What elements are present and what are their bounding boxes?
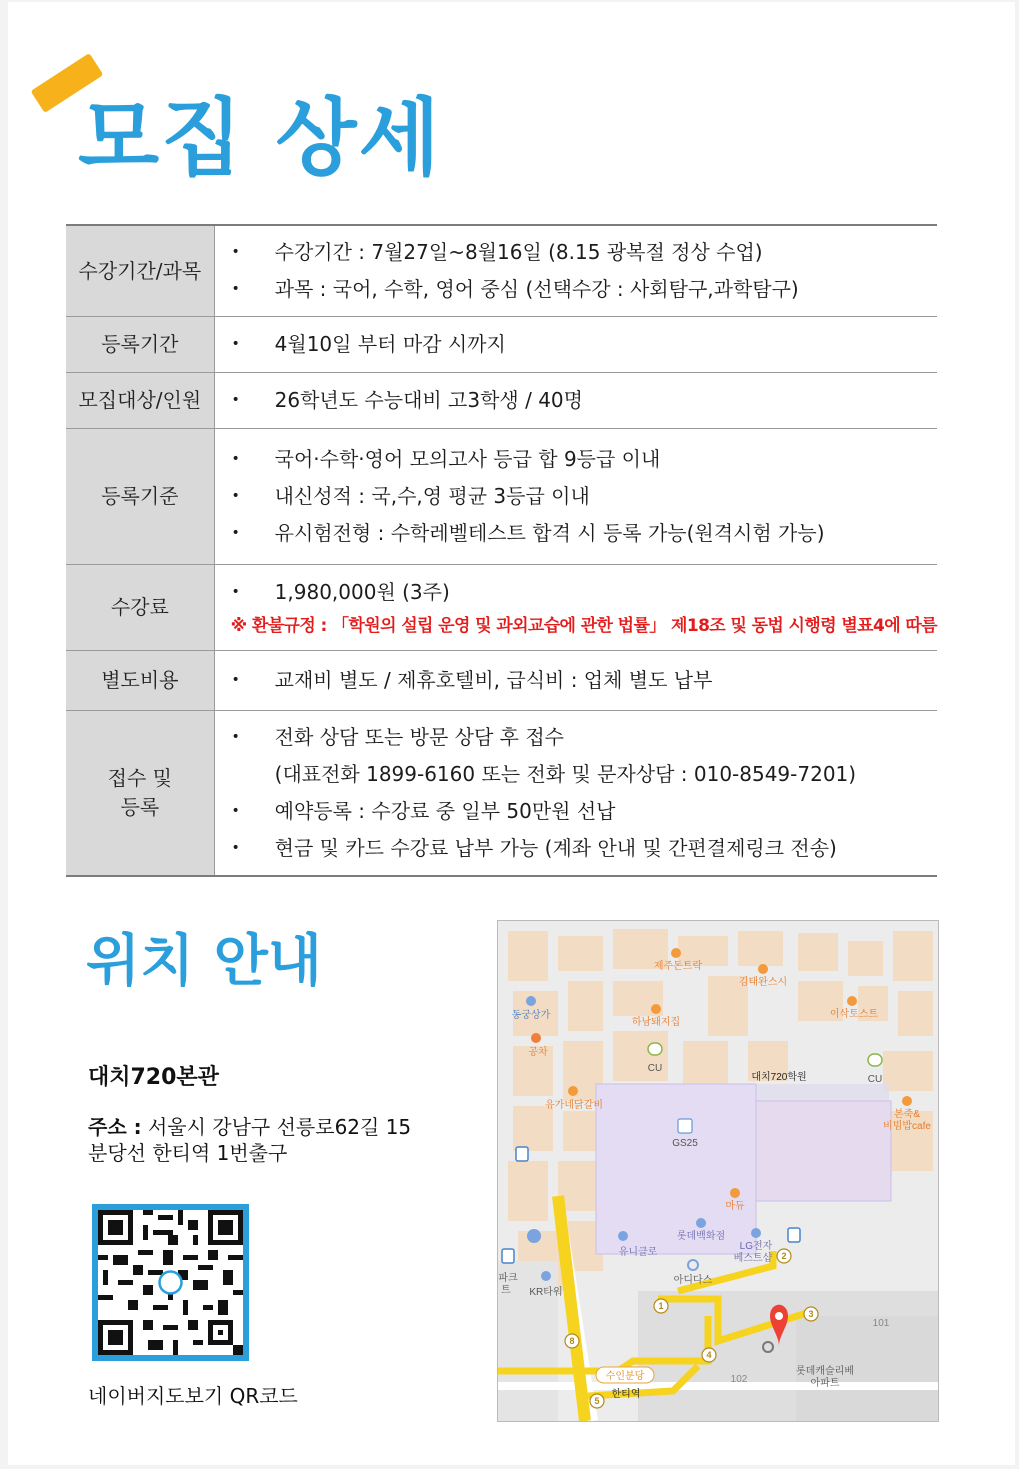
row-label: 등록기간 <box>66 317 214 373</box>
list-item: • 유시험전형 : 수학레벨테스트 합격 시 등록 가능(원격시험 가능) <box>231 521 825 545</box>
map-label: 101 <box>872 1318 890 1329</box>
map-label: 롯데백화점 <box>676 1231 726 1242</box>
map-label: 이삭토스트 <box>829 1009 879 1020</box>
qr-pattern <box>98 1210 243 1355</box>
list-item: • 예약등록 : 수강료 중 일부 50만원 선납 <box>231 799 616 823</box>
map-label: KR타워 <box>529 1287 563 1298</box>
address-label: 주소 : <box>88 1115 142 1139</box>
map-label: 김태완스시 <box>738 977 788 988</box>
map-label: 유니클로 <box>618 1247 658 1258</box>
map-label: 본죽& <box>894 1109 920 1120</box>
row-label-line: 접수 및 <box>107 766 172 790</box>
table-row <box>66 565 937 651</box>
map-label: LG전자 <box>739 1241 773 1252</box>
list-item: • 국어·수학·영어 모의고사 등급 합 9등급 이내 <box>231 447 661 471</box>
map-label: 4 <box>706 1350 712 1360</box>
subway-info: 분당선 한티역 1번출구 <box>88 1141 288 1165</box>
page-title: 모집 상세 <box>78 89 442 187</box>
address-block <box>88 1114 411 1166</box>
list-item: • 과목 : 국어, 수학, 영어 중심 (선택수강 : 사회탐구,과학탐구) <box>231 277 799 301</box>
map-label: 대치720학원 <box>751 1072 807 1083</box>
map-label: 공차 <box>528 1047 548 1058</box>
recruitment-table <box>66 224 937 877</box>
map-label: 한티역 <box>611 1389 641 1400</box>
map-label: 트 <box>501 1285 511 1296</box>
row-label: 별도비용 <box>66 651 214 711</box>
map-label: 아디다스 <box>673 1275 713 1286</box>
map-label: GS25 <box>672 1138 698 1149</box>
map-label: 비빔밥cafe <box>883 1121 931 1132</box>
map-label: 동궁상가 <box>511 1010 551 1021</box>
qr-caption: 네이버지도보기 QR코드 <box>88 1384 298 1408</box>
refund-note: ※ 환불규정 : 「학원의 설립 운영 및 과외교습에 관한 법률」 제18조 및 동법 시행령 별표4에 따름 <box>230 616 937 636</box>
map-label: CU <box>867 1074 883 1085</box>
map-label: 베스트샵 <box>733 1253 773 1264</box>
row-label: 모집대상/인원 <box>66 373 214 429</box>
row-label-line: 등록 <box>120 795 160 819</box>
location-title: 위치 안내 <box>86 929 322 994</box>
qr-code[interactable] <box>92 1204 249 1361</box>
map-label: 8 <box>569 1336 575 1346</box>
map-label: 수인분당 <box>605 1371 645 1382</box>
map-label: 2 <box>781 1251 787 1261</box>
map-label: 아파트 <box>810 1378 840 1389</box>
table-row <box>66 373 937 429</box>
row-label: 등록기준 <box>66 429 214 565</box>
list-item-continuation: (대표전화 1899-6160 또는 전화 및 문자상담 : 010-8549-7201) <box>274 762 857 786</box>
list-item: • 4월10일 부터 마감 시까지 <box>231 332 506 356</box>
map-label: 마듀 <box>725 1201 745 1212</box>
table-row <box>66 711 937 877</box>
row-label: 수강료 <box>66 565 214 651</box>
list-item: • 내신성적 : 국,수,영 평균 3등급 이내 <box>231 484 590 508</box>
map-label: 유가네닭갈비 <box>545 1100 603 1111</box>
map-canvas <box>498 921 938 1421</box>
table-row <box>66 651 937 711</box>
map-label: CU <box>647 1063 663 1074</box>
location-map[interactable] <box>497 920 939 1422</box>
map-label: 3 <box>808 1309 814 1319</box>
address-text: 서울시 강남구 선릉로62길 15 <box>147 1115 412 1139</box>
list-item: • 전화 상담 또는 방문 상담 후 접수 <box>231 725 564 749</box>
table-row <box>66 429 937 565</box>
map-label: 5 <box>594 1396 600 1406</box>
list-item: • 현금 및 카드 수강료 납부 가능 (계좌 안내 및 간편결제링크 전송) <box>231 836 837 860</box>
map-label: 1 <box>658 1301 664 1311</box>
branch-name: 대치720본관 <box>88 1065 219 1090</box>
table-row <box>66 225 937 317</box>
list-item: • 교재비 별도 / 제휴호텔비, 급식비 : 업체 별도 납부 <box>231 668 713 692</box>
map-label: 102 <box>730 1374 748 1385</box>
map-label: 롯데캐슬리베 <box>796 1366 854 1377</box>
map-label: 제주돈트락 <box>653 961 703 972</box>
table-row <box>66 317 937 373</box>
map-label: 파크 <box>498 1273 518 1284</box>
row-label: 수강기간/과목 <box>66 225 214 317</box>
list-item: • 1,980,000원 (3주) <box>231 580 450 604</box>
row-label <box>66 711 214 877</box>
list-item: • 수강기간 : 7월27일~8월16일 (8.15 광복절 정상 수업) <box>231 240 763 264</box>
map-label: 하남돼지집 <box>631 1017 681 1028</box>
list-item: • 26학년도 수능대비 고3학생 / 40명 <box>231 388 583 412</box>
